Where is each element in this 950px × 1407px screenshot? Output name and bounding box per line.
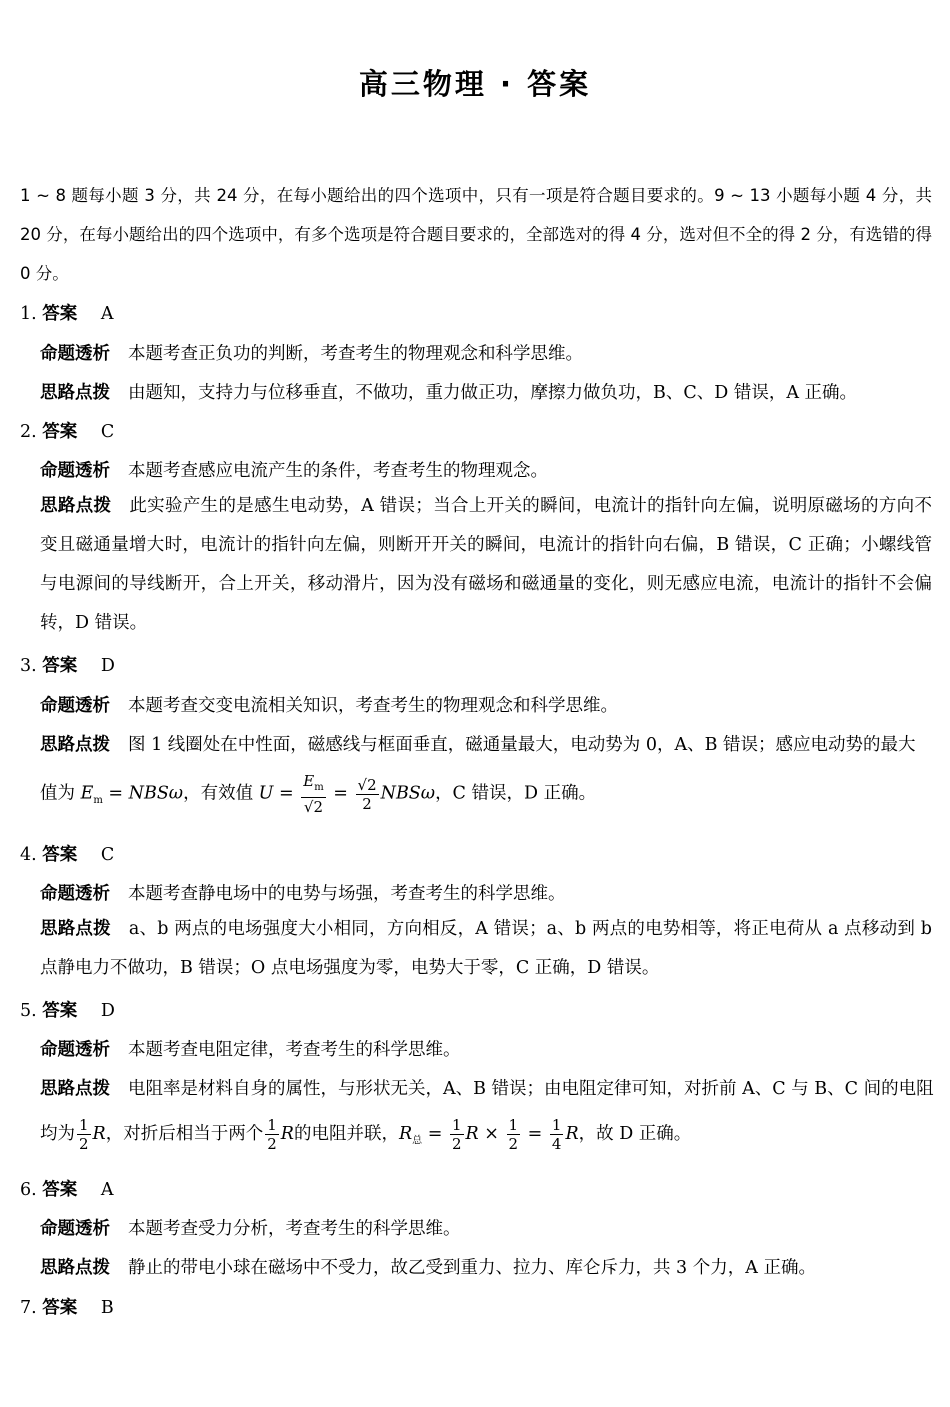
scoring-instructions: 1 ~ 8 题每小题 3 分，共 24 分，在每小题给出的四个选项中，只有一项是符合题目要求的。9 ~ 13 小题每小题 4 分，共 20 分，在每小题给出的四个选项中，有多个选项是符合题目要求的，全部选对的得 4 分，选对但不全的得 2 分，有选错的得 0 分。 [20, 186, 932, 283]
q5-answer: D [100, 1001, 115, 1021]
q5-answer-line: 5. 答案 D [20, 1001, 115, 1021]
q4-answer: C [100, 845, 115, 865]
q5-analysis: 命题透析 本题考查电阻定律，考查考生的科学思维。 [40, 1040, 461, 1060]
q1-analysis: 命题透析 本题考查正负功的判断，考查考生的物理观念和科学思维。 [40, 344, 583, 364]
q2-analysis: 命题透析 本题考查感应电流产生的条件，考查考生的物理观念。 [40, 461, 548, 481]
q7-answer: B [100, 1298, 114, 1318]
q1-answer: A [100, 304, 114, 324]
q4-hint: 思路点拨 a、b 两点的电场强度大小相同，方向相反，A 错误；a、b 两点的电势相等，将正电荷从 a 点移动到 b 点静电力不做功，B 错误；O 点电场强度为零，电势大于零，C 正确，D 错误。 [40, 919, 933, 978]
q6-answer: A [100, 1180, 114, 1200]
q5-hint-formula: 均为 $\frac{1}{2}$ R，对折后相当于两个 $\frac{1}{2}$ R的电阻并联，$R_总$ = $\frac{1}{2}$ R × $\frac{1}{2}$ = $\frac{1}{4}$ R，故 D 正确。 [40, 1116, 692, 1153]
fraction-em-over-root2: $\frac{E_m}{√2}$ [303, 772, 324, 816]
q1-answer-line: 1. 答案 A [20, 304, 114, 324]
q3-hint-formula: 值为 $E_m = NBS\omega$，有效值 U = $\frac{E_m}{√2}$ = $\frac{√2}{2}$ NBSω，C 错误，D 正确。 [40, 772, 597, 816]
page-title: 高三物理 · 答案 [358, 67, 592, 101]
q2-hint: 思路点拨 此实验产生的是感生电动势，A 错误；当合上开关的瞬间，电流计的指针向左偏，说明原磁场的方向不变且磁通量增大时，电流计的指针向左偏，则断开开关的瞬间，电流计的指针向右偏，B 错误，C 正确；小螺线管与电源间的导线断开，合上开关，移动滑片，因为没有磁场和磁通量的变化，则无感应电流，电流计的指针不会偏转，D 错误。 [40, 496, 933, 633]
q1-hint: 思路点拨 由题知，支持力与位移垂直，不做功，重力做正功，摩擦力做负功，B、C、D 错误，A 正确。 [40, 383, 858, 403]
q2-answer-line: 2. 答案 C [20, 422, 115, 442]
q3-answer: D [100, 656, 115, 676]
q6-hint: 思路点拨 静止的带电小球在磁场中不受力，故乙受到重力、拉力、库仑斥力，共 3 个力，A 正确。 [40, 1258, 816, 1278]
q6-analysis: 命题透析 本题考查受力分析，考查考生的科学思维。 [40, 1219, 461, 1239]
q7-answer-line: 7. 答案 B [20, 1298, 114, 1318]
q2-answer: C [100, 422, 115, 442]
q5-hint: 思路点拨 电阻率是材料自身的属性，与形状无关，A、B 错误；由电阻定律可知，对折前 A、C 与 B、C 间的电阻 [40, 1079, 934, 1099]
q3-answer-line: 3. 答案 D [20, 656, 115, 676]
q6-answer-line: 6. 答案 A [20, 1180, 114, 1200]
q4-analysis: 命题透析 本题考查静电场中的电势与场强，考查考生的科学思维。 [40, 884, 566, 904]
q3-hint: 思路点拨 图 1 线圈处在中性面，磁感线与框面垂直，磁通量最大，电动势为 0，A、B 错误；感应电动势的最大 [40, 735, 916, 755]
fraction-root2-over-2: $\frac{√2}{2}$ [357, 775, 377, 813]
q3-analysis: 命题透析 本题考查交变电流相关知识，考查考生的物理观念和科学思维。 [40, 696, 618, 716]
q4-answer-line: 4. 答案 C [20, 845, 115, 865]
